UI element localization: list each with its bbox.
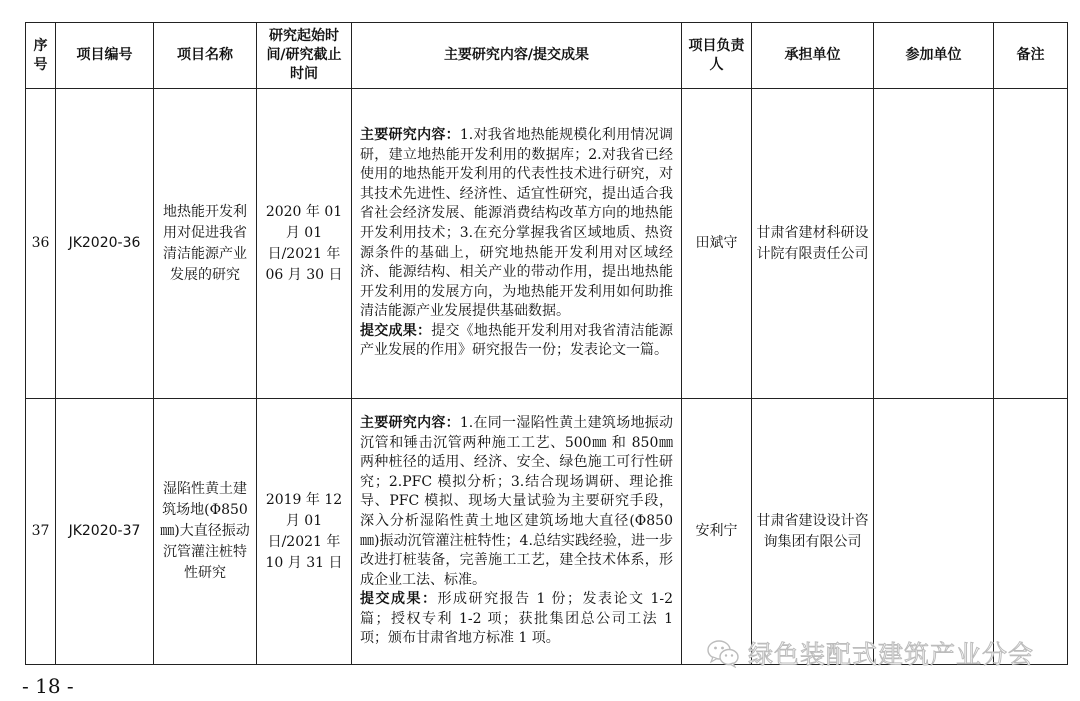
table-row: [26, 399, 1068, 665]
result-paragraph: [360, 590, 673, 649]
row-note: [994, 399, 1068, 665]
result-label: 提交成果：: [360, 322, 432, 339]
header-note: 备注: [994, 23, 1068, 89]
result-text: 提交《地热能开发利用对我省清洁能源产业发展的作用》研究报告一份；发表论文一篇。: [360, 322, 674, 359]
watermark: [706, 636, 1034, 670]
row-unit: 甘肃省建材科研设计院有限责任公司: [752, 89, 874, 399]
header-name: 项目名称: [154, 23, 257, 89]
watermark-text: 绿色装配式建筑产业分会: [748, 640, 1035, 669]
result-text: 形成研究报告 1 份；发表论文 1-2 篇；授权专利 1-2 项；获批集团总公司工法 1 项；颁布甘肃省地方标准 1 项。: [360, 591, 673, 647]
row-content: [352, 399, 682, 665]
table-header-row: [26, 23, 1068, 89]
header-unit: 承担单位: [752, 23, 874, 89]
content-paragraph: [360, 414, 673, 590]
row-period: 2020 年 01 月 01 日/2021 年 06 月 30 日: [257, 89, 352, 399]
header-code: 项目编号: [56, 23, 154, 89]
content-label: 主要研究内容：: [360, 414, 460, 431]
content-text: 1.对我省地热能规模化利用情况调研，建立地热能开发利用的数据库；2.对我省已经使用的地热能开发利用的代表性技术进行研究，对其技术先进性、经济性、适宜性研究，提出适合我省社会经济发展、能源消费结构改革方向的地热能开发利用技术；3.在充分掌握我省区域地质、热资源条件的基础上，研究地热能开发利用对区域经济、能源结构、相关产业的带动作用，提出地热能开发利用的发展方向，为地热能开发利用如何助推清洁能源产业发展提供基础数据。: [360, 126, 674, 320]
project-table: [25, 22, 1068, 665]
row-index: 37: [26, 399, 56, 665]
row-period: 2019 年 12 月 01 日/2021 年 10 月 31 日: [257, 399, 352, 665]
content-label: 主要研究内容：: [360, 126, 460, 143]
table-row: [26, 89, 1068, 399]
row-partner: [874, 89, 994, 399]
row-note: [994, 89, 1068, 399]
row-name: 地热能开发利用对促进我省清洁能源产业发展的研究: [154, 89, 257, 399]
row-code: JK2020-36: [56, 89, 154, 399]
result-label: 提交成果：: [360, 591, 438, 608]
wechat-icon: [706, 638, 740, 668]
row-code: JK2020-37: [56, 399, 154, 665]
row-name: 湿陷性黄土建筑场地(Φ850㎜)大直径振动沉管灌注桩特性研究: [154, 399, 257, 665]
row-unit: 甘肃省建设设计咨询集团有限公司: [752, 399, 874, 665]
row-index: 36: [26, 89, 56, 399]
header-partner: 参加单位: [874, 23, 994, 89]
content-paragraph: [360, 126, 673, 322]
header-leader: 项目负责人: [682, 23, 752, 89]
header-period: 研究起始时间/研究截止时间: [257, 23, 352, 89]
row-partner: [874, 399, 994, 665]
content-text: 1.在同一湿陷性黄土建筑场地振动沉管和锤击沉管两种施工工艺、500㎜ 和 850㎜ 两种桩径的适用、经济、安全、绿色施工可行性研究；2.PFC 模拟分析；3.结合现场调研、理论推导、PFC 模拟、现场大量试验为主要研究手段，深入分析湿陷性黄土地区建筑场地大直径(Φ850㎜)振动沉管灌注桩特性；4.总结实践经验，进一步改进打桩装备，完善施工工艺，建全技术体系，形成企业工法、标准。: [360, 414, 674, 588]
row-leader: 安利宁: [682, 399, 752, 665]
header-content: 主要研究内容/提交成果: [352, 23, 682, 89]
page-number: - 18 -: [22, 674, 74, 698]
row-leader: 田斌守: [682, 89, 752, 399]
header-index: 序号: [26, 23, 56, 89]
result-paragraph: [360, 322, 673, 361]
row-content: [352, 89, 682, 399]
